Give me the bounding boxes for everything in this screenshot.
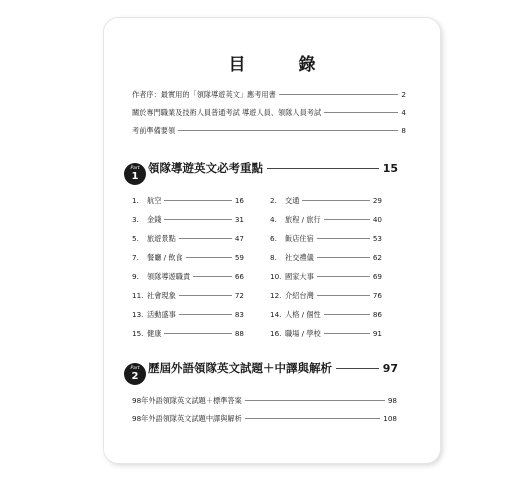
toc-item-page: 86 [372,310,382,319]
toc-item-page: 16 [234,196,244,205]
toc-item-label: 金錢 [147,215,162,224]
leader-dots [179,238,232,239]
toc-item-label: 旅程 / 旅行 [285,215,321,224]
leader-dots [279,94,399,95]
toc-entry-page: 98 [387,396,397,405]
toc-item-number: 12. [270,291,282,300]
toc-item-label: 社交禮儀 [285,253,314,262]
toc-item-number: 16. [270,329,282,338]
part1-heading[interactable] [148,160,398,176]
toc-item-page: 72 [234,291,244,300]
toc-item-label: 航空 [147,196,162,205]
toc-entry-page: 4 [401,108,406,117]
leader-dots [324,219,370,220]
toc-item[interactable] [270,310,382,320]
toc-item-number: 2. [270,196,277,205]
toc-item-number: 3. [132,215,139,224]
part1-badge: Part 1 [124,163,146,185]
toc-item-label: 職場 / 學校 [285,329,321,338]
toc-item[interactable] [132,234,244,244]
leader-dots [267,168,379,169]
page-title: 目 錄 [228,55,334,75]
toc-entry-label: 關於專門職業及技術人員普通考試 導遊人員、領隊人員考試 [132,108,322,117]
toc-item-number: 14. [270,310,282,319]
leader-dots [164,333,231,334]
leader-dots [186,257,232,258]
toc-entry-label: 98年外語領隊英文試題中譯與解析 [132,414,242,423]
toc-item-label: 領隊導遊職責 [147,272,191,281]
leader-dots [164,200,231,201]
toc-entry-page: 108 [383,414,397,423]
toc-entry[interactable] [132,90,406,100]
toc-item-page: 91 [372,329,382,338]
part2-badge: Part 2 [124,363,146,385]
leader-dots [324,314,370,315]
toc-item-number: 9. [132,272,139,281]
toc-item[interactable] [270,291,382,301]
toc-item[interactable] [270,329,382,339]
toc-item[interactable] [132,329,244,339]
leader-dots [317,276,370,277]
toc-item-label: 飯店住宿 [285,234,314,243]
leader-dots [164,219,231,220]
toc-item[interactable] [270,272,382,282]
part1-title: 領隊導遊英文必考重點 [148,161,263,175]
toc-item-label: 餐廳 / 飲食 [147,253,183,262]
toc-item-label: 健康 [147,329,162,338]
leader-dots [245,418,381,419]
toc-item-label: 介紹台灣 [285,291,314,300]
toc-entry[interactable] [132,108,406,118]
leader-dots [245,400,385,401]
leader-dots [179,295,232,296]
toc-item-number: 8. [270,253,277,262]
part2-page: 97 [382,362,398,375]
toc-item-label: 旅遊景點 [147,234,176,243]
toc-item-label: 社會現象 [147,291,176,300]
toc-item-number: 10. [270,272,282,281]
toc-item[interactable] [132,215,244,225]
toc-item-number: 5. [132,234,139,243]
toc-item[interactable] [270,196,382,206]
toc-item[interactable] [132,253,244,263]
toc-item-label: 交通 [285,196,300,205]
leader-dots [317,238,370,239]
toc-entry[interactable] [132,126,406,136]
toc-item[interactable] [132,310,244,320]
toc-item-number: 1. [132,196,139,205]
toc-item-page: 31 [234,215,244,224]
toc-item[interactable] [132,272,244,282]
part1-page: 15 [382,162,398,175]
leader-dots [324,333,370,334]
toc-item-page: 59 [234,253,244,262]
toc-item-page: 66 [234,272,244,281]
toc-entry-label: 98年外語領隊英文試題＋標準答案 [132,396,242,405]
toc-entry[interactable] [132,414,397,424]
leader-dots [336,368,379,369]
toc-item-number: 6. [270,234,277,243]
part2-title: 歷屆外語領隊英文試題＋中譯與解析 [148,361,332,375]
toc-item[interactable] [270,234,382,244]
toc-page [104,18,440,463]
toc-item-page: 29 [372,196,382,205]
toc-item-page: 88 [234,329,244,338]
leader-dots [317,295,370,296]
toc-item-number: 7. [132,253,139,262]
toc-item-label: 人格 / 個性 [285,310,321,319]
toc-item-number: 11. [132,291,144,300]
toc-item[interactable] [270,215,382,225]
toc-item-page: 76 [372,291,382,300]
leader-dots [178,130,398,131]
part2-heading[interactable] [148,360,398,376]
toc-entry[interactable] [132,396,397,406]
toc-item-page: 62 [372,253,382,262]
toc-item-page: 53 [372,234,382,243]
toc-item[interactable] [132,196,244,206]
toc-item-number: 15. [132,329,144,338]
toc-item[interactable] [132,291,244,301]
leader-dots [193,276,232,277]
leader-dots [302,200,369,201]
toc-item-page: 83 [234,310,244,319]
toc-item-label: 活動盛事 [147,310,176,319]
leader-dots [317,257,370,258]
leader-dots [324,112,398,113]
toc-entry-label: 考前準備要領 [132,126,176,135]
toc-entry-page: 2 [401,90,406,99]
toc-item-page: 40 [372,215,382,224]
leader-dots [179,314,232,315]
toc-entry-page: 8 [401,126,406,135]
toc-item-page: 69 [372,272,382,281]
toc-item-number: 4. [270,215,277,224]
toc-item[interactable] [270,253,382,263]
toc-item-page: 47 [234,234,244,243]
toc-item-number: 13. [132,310,144,319]
toc-item-label: 國家大事 [285,272,314,281]
toc-entry-label: 作者序：最實用的「領隊導遊英文」應考用書 [132,90,276,99]
